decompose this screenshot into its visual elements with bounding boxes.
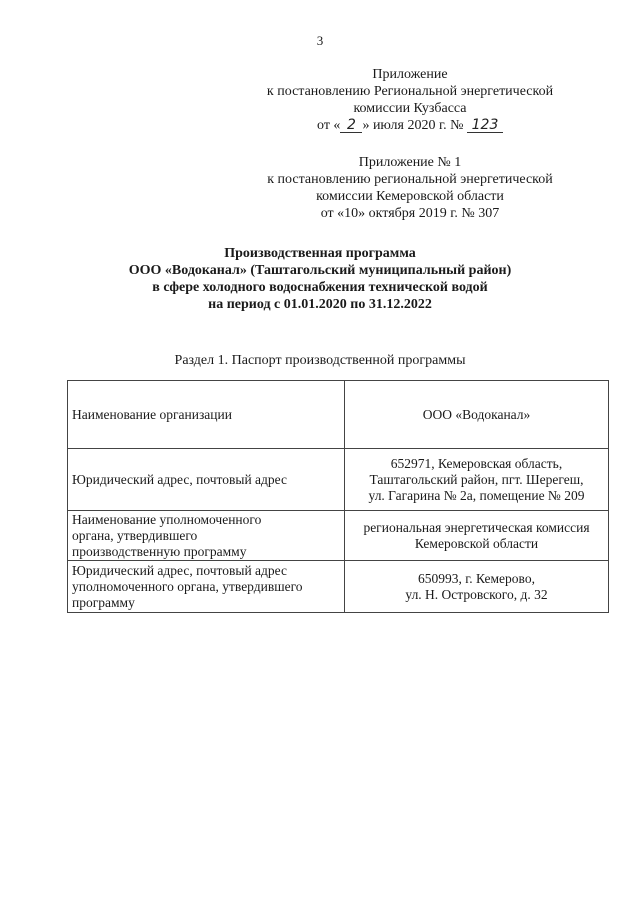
appendix-previous-date-line: от «10» октября 2019 г. № 307 bbox=[320, 206, 500, 221]
row-label: Наименование уполномоченного органа, утвердившего производственную программу bbox=[68, 511, 345, 561]
table-row bbox=[68, 381, 609, 449]
table-row bbox=[68, 449, 609, 511]
appendix-main-heading: Приложение bbox=[372, 67, 448, 82]
appendix-main-date-line: от « 2 » июля 2020 г. № 123 bbox=[250, 117, 570, 134]
table-row bbox=[68, 511, 609, 561]
handwritten-number: 123 bbox=[467, 118, 503, 133]
appendix-main-block bbox=[250, 66, 570, 134]
appendix-main-resolution-line: к постановлению Региональной энергетической bbox=[266, 84, 554, 99]
title-line-4: на период с 01.01.2020 по 31.12.2022 bbox=[208, 297, 432, 312]
row-value: ООО «Водоканал» bbox=[345, 381, 609, 449]
row-value: 652971, Кемеровская область, Таштагольский район, пгт. Шерегеш, ул. Гагарина № 2а, помещение № 209 bbox=[345, 449, 609, 511]
section-title: Раздел 1. Паспорт производственной программы bbox=[174, 353, 466, 368]
appendix-previous-resolution-line: к постановлению региональной энергетической bbox=[267, 172, 553, 187]
appendix-main-commission-line: комиссии Кузбасса bbox=[353, 101, 467, 116]
row-label: Наименование организации bbox=[68, 381, 345, 449]
row-value: 650993, г. Кемерово, ул. Н. Островского, д. 32 bbox=[345, 561, 609, 613]
appendix-previous-heading: Приложение № 1 bbox=[358, 155, 462, 170]
title-line-1: Производственная программа bbox=[224, 246, 416, 261]
page-number: 3 bbox=[316, 33, 324, 48]
appendix-previous-commission-line: комиссии Кемеровской области bbox=[316, 189, 504, 204]
row-label: Юридический адрес, почтовый адрес bbox=[68, 449, 345, 511]
table-row bbox=[68, 561, 609, 613]
handwritten-day: 2 bbox=[340, 118, 362, 133]
document-title bbox=[60, 245, 580, 313]
title-line-3: в сфере холодного водоснабжения технической водой bbox=[152, 280, 488, 295]
passport-table bbox=[67, 380, 609, 613]
row-label: Юридический адрес, почтовый адрес уполномоченного органа, утвердившего программу bbox=[68, 561, 345, 613]
title-line-2: ООО «Водоканал» (Таштагольский муниципальный район) bbox=[128, 263, 512, 278]
row-value: региональная энергетическая комиссия Кемеровской области bbox=[345, 511, 609, 561]
appendix-previous-block bbox=[250, 154, 570, 222]
